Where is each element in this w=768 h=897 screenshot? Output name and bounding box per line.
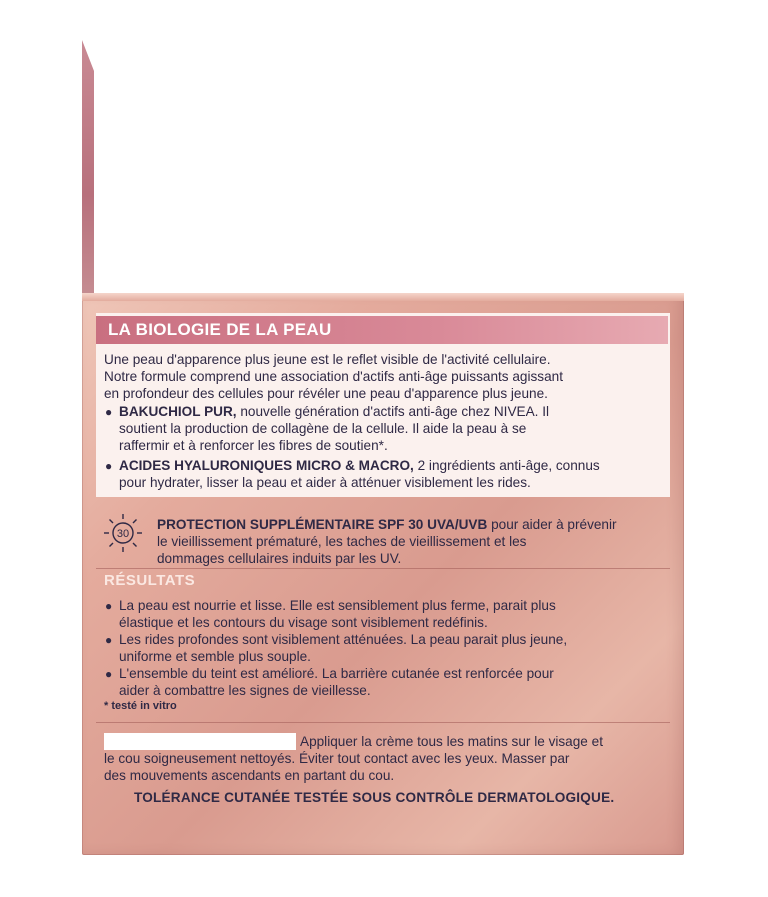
result-1-line-1: La peau est nourrie et lisse. Elle est sensiblement plus ferme, parait plus [119, 598, 556, 613]
hyaluronic-label: ACIDES HYALURONIQUES MICRO & MACRO, [119, 458, 414, 473]
result-2-line-1: Les rides profondes sont visiblement atténuées. La peau parait plus jeune, [119, 632, 568, 647]
spf-line-1 [157, 516, 617, 533]
spf-line-2: le vieillissement prématuré, les taches de vieillissement et les [157, 534, 527, 549]
intro-line-3: en profondeur des cellules pour révéler une peau d'apparence plus jeune. [104, 386, 548, 401]
section-divider [96, 722, 670, 723]
bakuchiol-line-3: raffermir et à renforcer les fibres de soutien*. [119, 438, 388, 453]
usage-line-3: des mouvements ascendants en partant du cou. [104, 768, 395, 783]
hyaluronic-line-2: pour hydrater, lisser la peau et aider à atténuer visiblement les rides. [119, 475, 531, 490]
bakuchiol-text: nouvelle génération d'actifs anti-âge chez NIVEA. Il [236, 404, 549, 419]
bullet-icon: ● [105, 633, 113, 647]
result-3-line-1: L'ensemble du teint est amélioré. La barrière cutanée est renforcée pour [119, 666, 554, 681]
section-divider [96, 568, 670, 569]
bullet-icon: ● [105, 459, 113, 473]
redacted-label [104, 733, 296, 750]
intro-line-2: Notre formule comprend une association d'actifs anti-âge puissants agissant [104, 369, 563, 384]
biology-panel-header [96, 316, 668, 344]
box-lid-flap [82, 40, 94, 298]
result-1-line-2: élastique et les contours du visage sont visiblement redéfinis. [119, 615, 488, 630]
result-3-line-2: aider à combattre les signes de vieillesse. [119, 683, 371, 698]
footnote: * testé in vitro [104, 700, 177, 712]
usage-line-1: Appliquer la crème tous les matins sur le visage et [300, 734, 603, 749]
bullet-icon: ● [105, 405, 113, 419]
bakuchiol-label: BAKUCHIOL PUR, [119, 404, 237, 419]
spf-text: pour aider à prévenir [487, 517, 617, 532]
hyaluronic-line-1 [119, 457, 600, 474]
results-title: RÉSULTATS [104, 572, 196, 589]
bakuchiol-line-2: soutient la production de collagène de la cellule. Il aide la peau à se [119, 421, 527, 436]
biology-panel-title: LA BIOLOGIE DE LA PEAU [108, 320, 332, 339]
bullet-icon: ● [105, 599, 113, 613]
result-2-line-2: uniforme et semble plus souple. [119, 649, 311, 664]
intro-line-1: Une peau d'apparence plus jeune est le reflet visible de l'activité cellulaire. [104, 352, 551, 367]
hyaluronic-text: 2 ingrédients anti-âge, connus [413, 458, 600, 473]
sun-spf-icon [102, 512, 144, 554]
bakuchiol-line-1 [119, 403, 549, 420]
bullet-icon: ● [105, 667, 113, 681]
tolerance-statement: TOLÉRANCE CUTANÉE TESTÉE SOUS CONTRÔLE DERMATOLOGIQUE. [134, 790, 615, 805]
spf-label: PROTECTION SUPPLÉMENTAIRE SPF 30 UVA/UVB [157, 517, 488, 532]
package-top-edge [82, 293, 684, 301]
svg-text:30: 30 [116, 528, 130, 540]
spf-line-3: dommages cellulaires induits par les UV. [157, 551, 402, 566]
usage-line-2: le cou soigneusement nettoyés. Éviter tout contact avec les yeux. Masser par [104, 751, 570, 766]
